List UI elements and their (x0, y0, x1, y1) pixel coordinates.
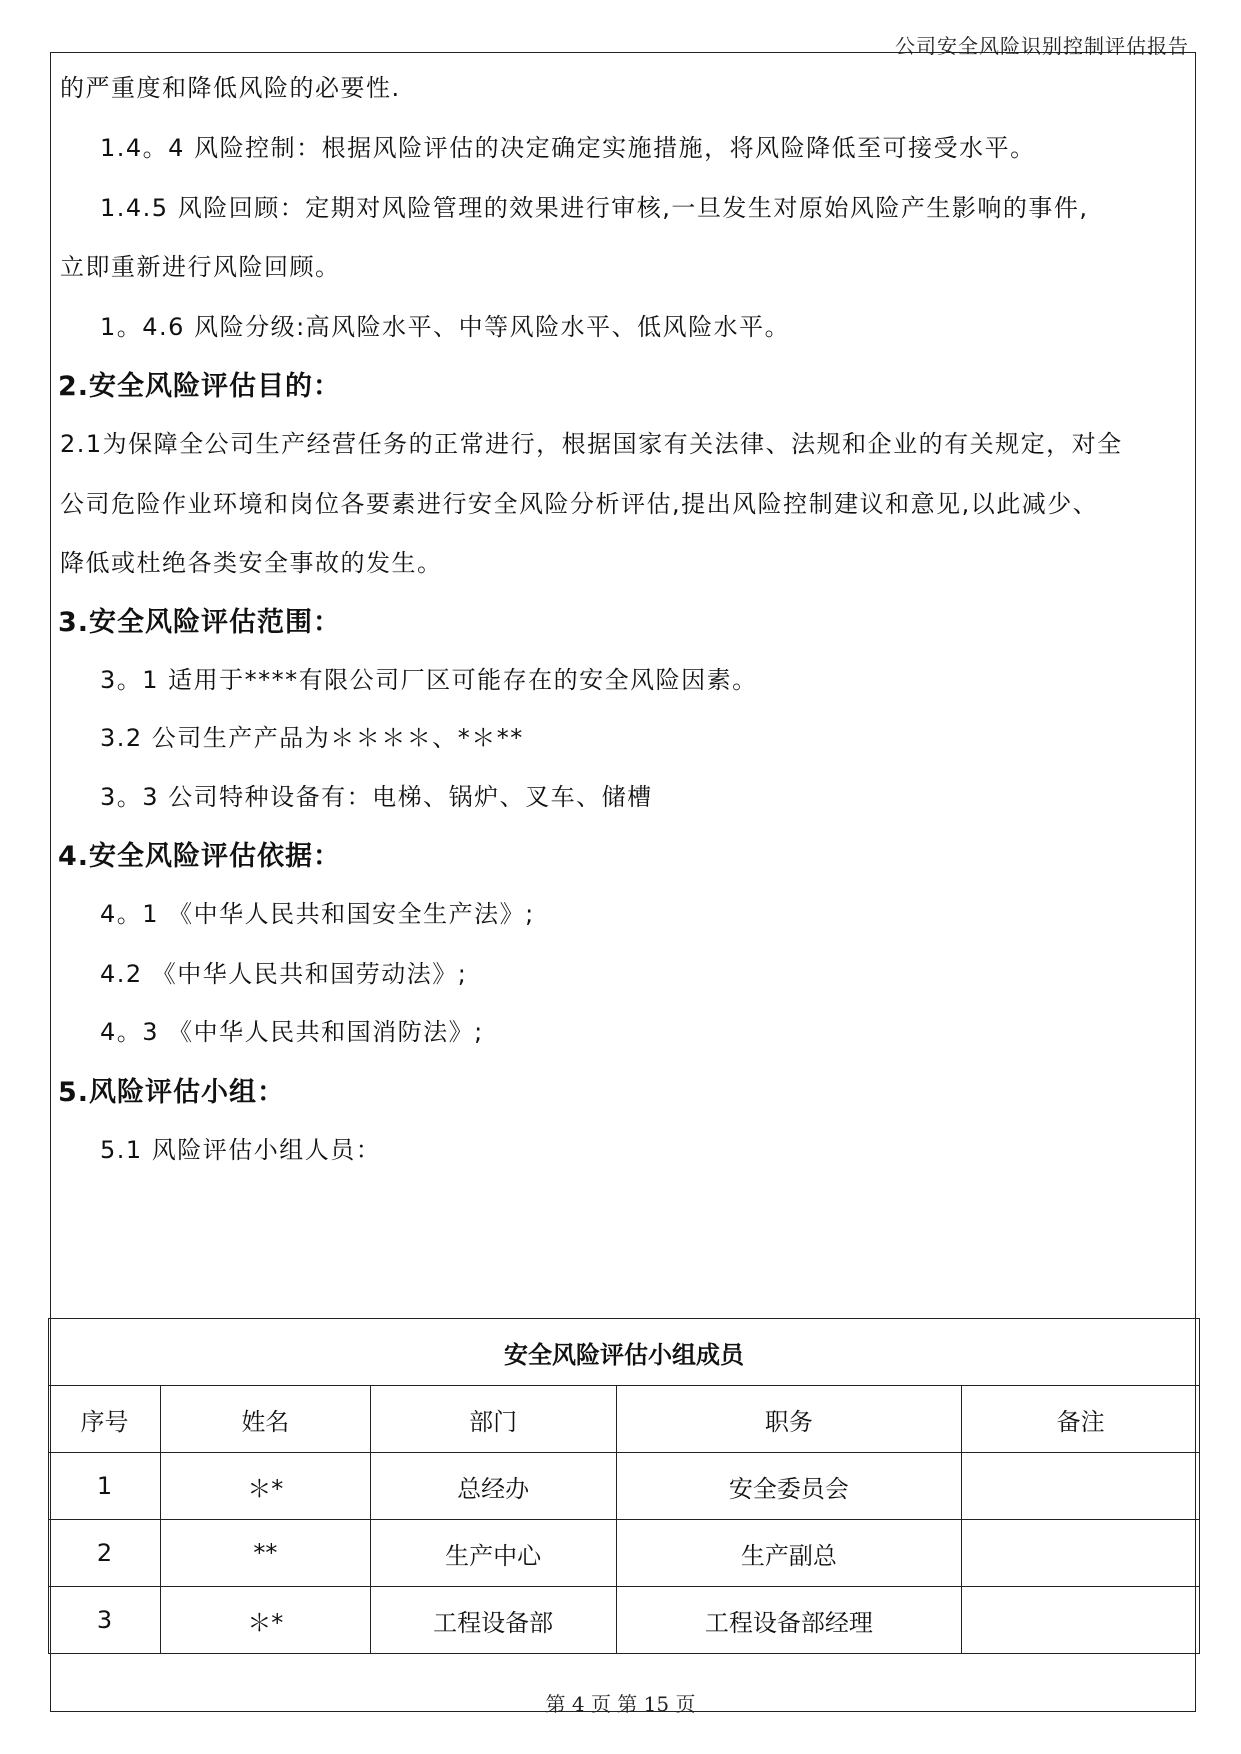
section-heading-3: 3.安全风险评估范围： (58, 607, 342, 638)
table-row (49, 1453, 1200, 1520)
table-cell: 生产副总 (616, 1520, 962, 1587)
table-cell: ＊* (160, 1587, 370, 1654)
table-cell: 3 (49, 1587, 161, 1654)
table-cell: 总经办 (370, 1453, 616, 1520)
table-cell (962, 1520, 1200, 1587)
column-header: 序号 (49, 1386, 161, 1453)
paragraph-line: 4。1 《中华人民共和国安全生产法》; (100, 900, 535, 928)
table-cell (962, 1587, 1200, 1654)
table-caption: 安全风险评估小组成员 (49, 1319, 1200, 1386)
section-heading-2: 2.安全风险评估目的： (58, 371, 342, 402)
paragraph-line: 3。1 适用于****有限公司厂区可能存在的安全风险因素。 (100, 666, 758, 694)
document-header-title: 公司安全风险识别控制评估报告 (895, 34, 1189, 58)
table-cell (962, 1453, 1200, 1520)
column-header: 姓名 (160, 1386, 370, 1453)
section-heading-4: 4.安全风险评估依据： (58, 841, 342, 872)
table-cell: 工程设备部经理 (616, 1587, 962, 1654)
paragraph-line: 4.2 《中华人民共和国劳动法》; (100, 960, 468, 988)
page-number-footer: 第 4 页 第 15 页 (545, 1692, 696, 1716)
paragraph-line: 1.4.5 风险回顾：定期对风险管理的效果进行审核,一旦发生对原始风险产生影响的事件, (100, 194, 1089, 222)
paragraph-line: 的严重度和降低风险的必要性. (60, 74, 401, 102)
table-cell: 工程设备部 (370, 1587, 616, 1654)
column-header: 职务 (616, 1386, 962, 1453)
section-heading-5: 5.风险评估小组： (58, 1077, 286, 1108)
table-cell: ** (160, 1520, 370, 1587)
column-header: 备注 (962, 1386, 1200, 1453)
table-cell: ＊* (160, 1453, 370, 1520)
table-row (49, 1587, 1200, 1654)
paragraph-line: 公司危险作业环境和岗位各要素进行安全风险分析评估,提出风险控制建议和意见,以此减少、 (60, 490, 1099, 518)
paragraph-line: 降低或杜绝各类安全事故的发生。 (60, 549, 443, 577)
column-header: 部门 (370, 1386, 616, 1453)
paragraph-line: 3.2 公司生产产品为＊＊＊＊、*＊** (100, 724, 524, 752)
table-cell: 生产中心 (370, 1520, 616, 1587)
paragraph-line: 1。4.6 风险分级:高风险水平、中等风险水平、低风险水平。 (100, 313, 791, 341)
paragraph-line: 5.1 风险评估小组人员： (100, 1136, 382, 1164)
paragraph-line: 2.1为保障全公司生产经营任务的正常进行，根据国家有关法律、法规和企业的有关规定，对全 (60, 430, 1123, 458)
table-row (49, 1520, 1200, 1587)
paragraph-line: 立即重新进行风险回顾。 (60, 253, 341, 281)
table-header-row (49, 1386, 1200, 1453)
paragraph-line: 3。3 公司特种设备有：电梯、锅炉、叉车、储槽 (100, 783, 653, 811)
paragraph-line: 1.4。4 风险控制：根据风险评估的决定确定实施措施，将风险降低至可接受水平。 (100, 134, 1036, 162)
table-cell: 安全委员会 (616, 1453, 962, 1520)
paragraph-line: 4。3 《中华人民共和国消防法》; (100, 1018, 484, 1046)
table-cell: 2 (49, 1520, 161, 1587)
risk-team-table (48, 1318, 1200, 1654)
table-cell: 1 (49, 1453, 161, 1520)
